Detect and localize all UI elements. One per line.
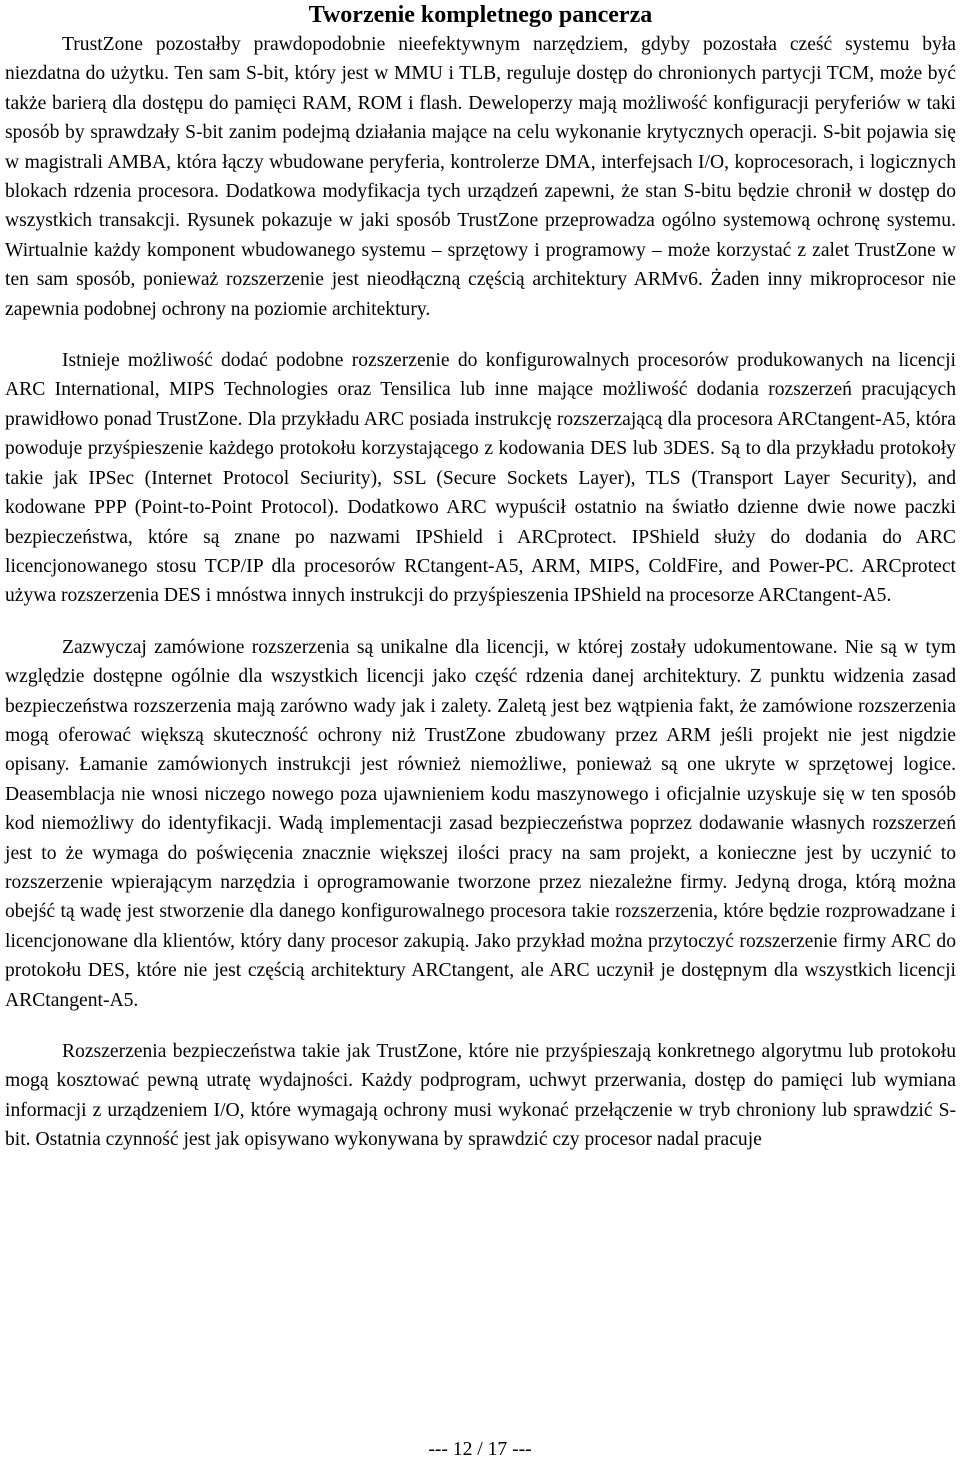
- page-title: Tworzenie kompletnego pancerza: [308, 2, 653, 28]
- paragraph-custom-extensions: Zazwyczaj zamówione rozszerzenia są unikalne dla licencji, w której zostały udokumentowane. Nie są w tym względzie dostępne ogólnie dla wszystkich licencji jako część rdzenia danej architektury. Z punktu widzenia zasad bezpieczeństwa rozszerzenia mają zarówno wady jak i zalety. Zaletą jest bez wątpienia fakt, że zamówione rozszerzenia mogą oferować większą skuteczność ochrony niż TrustZone zbudowany przez ARM jeśli projekt nie jest nigdzie opisany. Łamanie zamówionych instrukcji jest również niemożliwe, ponieważ są one ukryte w sprzętowej logice. Deasemblacja nie wnosi niczego nowego poza ujawnieniem kodu maszynowego i oficjalnie uzyskuje się w ten sposób kod niemożliwy do identyfikacji. Wadą implementacji zasad bezpieczeństwa poprzez dodawanie własnych rozszerzeń jest to że wymaga do poświęcenia znacznie większej ilości pracy na sam projekt, a konieczne jest by uczynić to rozszerzenie wpierającym narzędzia i oprogramowanie tworzone przez niezależne firmy. Jedyną droga, którą można obejść tą wadę jest stworzenie dla danego konfigurowalnego procesora takie rozszerzenia, które będzie rozprowadzane i licencjonowane dla klientów, który dany procesor zakupią. Jako przykład można przytoczyć rozszerzenie firmy ARC do protokołu DES, które nie jest częścią architektury ARCtangent, ale ARC uczynił je dostępnym dla wszystkich licencji ARCtangent-A5.: [5, 636, 956, 1011]
- page-number: --- 12 / 17 ---: [428, 1439, 532, 1460]
- paragraph-configurable-processors: Istnieje możliwość dodać podobne rozszerzenie do konfigurowalnych procesorów produkowanych na licencji ARC International, MIPS Technologies oraz Tensilica lub inne mające możliwość dodania rozszerzeń pracujących prawidłowo ponad TrustZone. Dla przykładu ARC posiada instrukcję rozszerzającą dla procesora ARCtangent-A5, która powoduje przyśpieszenie każdego protokołu korzystającego z kodowania DES lub 3DES. Są to dla przykładu protokoły takie jak IPSec (Internet Protocol Seciurity), SSL (Secure Sockets Layer), TLS (Transport Layer Security), and kodowane PPP (Point-to-Point Protocol). Dodatkowo ARC wypuścił ostatnio na światło dzienne dwie nowe paczki bezpieczeństwa, które są znane po nazwami IPShield i ARCprotect. IPShield służy do dodania do ARC licencjonowanego stosu TCP/IP dla procesorów RCtangent-A5, ARM, MIPS, ColdFire, and Power-PC. ARCprotect używa rozszerzenia DES i mnóstwa innych instrukcji do przyśpieszenia IPShield na procesorze ARCtangent-A5.: [5, 350, 956, 607]
- paragraph-performance-cost: Rozszerzenia bezpieczeństwa takie jak TrustZone, które nie przyśpieszają konkretnego algorytmu lub protokołu mogą kosztować pewną utratę wydajności. Każdy podprogram, uchwyt przerwania, dostęp do pamięci lub wymiana informacji z urządzeniem I/O, które wymagają ochrony musi wykonać przełączenie w tryb chroniony lub sprawdzić S-bit. Ostatnia czynność jest jak opisywano wykonywana by sprawdzić czy procesor nadal pracuje: [5, 1041, 956, 1151]
- paragraph-trustzone-armor: TrustZone pozostałby prawdopodobnie nieefektywnym narzędziem, gdyby pozostała cześć systemu była niezdatna do użytku. Ten sam S-bit, który jest w MMU i TLB, reguluje dostęp do chronionych partycji TCM, może być także barierą dla dostępu do pamięci RAM, ROM i flash. Deweloperzy mają możliwość konfiguracji peryferiów w taki sposób by sprawdzały S-bit zanim podejmą działania mające na celu wykonanie krytycznych operacji. S-bit pojawia się w magistrali AMBA, która łączy wbudowane peryferia, kontrolerze DMA, interfejsach I/O, koprocesorach, i logicznych blokach rdzenia procesora. Dodatkowa modyfikacja tych urządzeń zapewni, że stan S-bitu będzie chronił w dostęp do wszystkich transakcji. Rysunek pokazuje w jaki sposób TrustZone przeprowadza ogólno systemową ochronę systemu. Wirtualnie każdy komponent wbudowanego systemu – sprzętowy i programowy – może korzystać z zalet TrustZone w ten sam sposób, ponieważ rozszerzenie jest nieodłączną częścią architektury ARMv6. Żaden inny mikroprocesor nie zapewnia podobnej ochrony na poziomie architektury.: [5, 34, 956, 320]
